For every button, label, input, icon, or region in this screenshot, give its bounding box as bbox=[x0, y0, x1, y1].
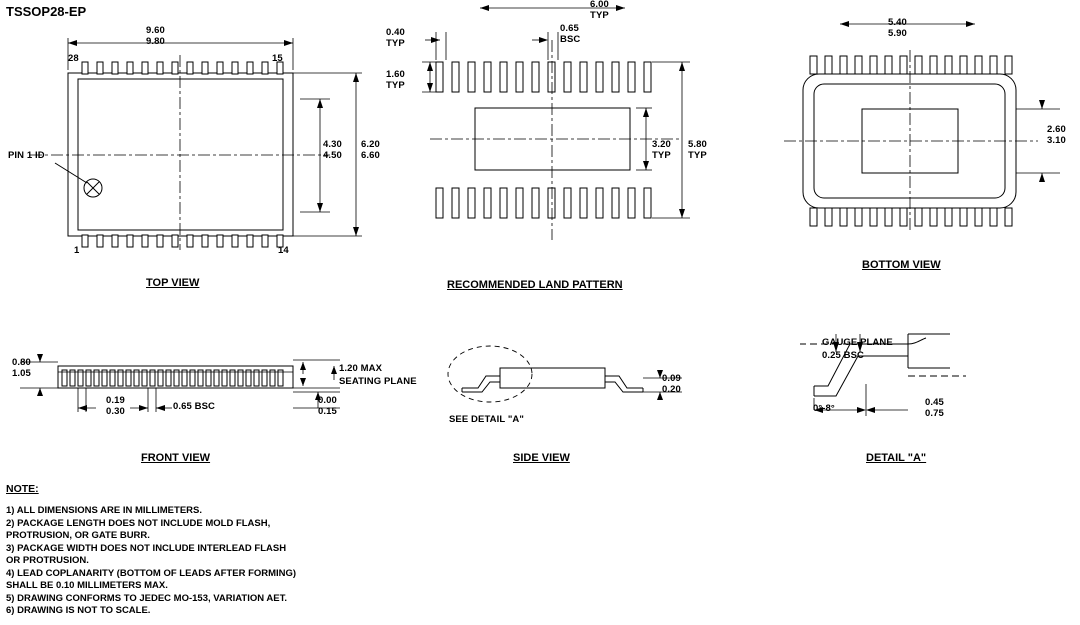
top-view-pin1-label: 1 bbox=[74, 245, 80, 256]
note-item: 5) DRAWING CONFORMS TO JEDEC MO-153, VARIATION AET. bbox=[6, 592, 287, 604]
side-dim: 0.09 0.20 bbox=[662, 373, 681, 395]
land-view-name: RECOMMENDED LAND PATTERN bbox=[447, 279, 623, 291]
side-view-name: SIDE VIEW bbox=[513, 452, 570, 464]
front-height-dim: 0.80 1.05 bbox=[12, 357, 31, 379]
note-item: OR PROTRUSION. bbox=[6, 555, 89, 567]
note-item: SHALL BE 0.10 MILLIMETERS MAX. bbox=[6, 580, 168, 592]
note-item: 1) ALL DIMENSIONS ARE IN MILLIMETERS. bbox=[6, 505, 202, 516]
top-view-inner-dim: 4.30 4.50 bbox=[323, 139, 342, 161]
detail-angle-label: 0°-8° bbox=[813, 403, 835, 414]
detail-dim: 0.45 0.75 bbox=[925, 397, 944, 419]
front-pitch-dim: 0.65 BSC bbox=[173, 401, 215, 412]
land-pitch-dim: 0.65 BSC bbox=[560, 23, 581, 45]
top-view-outer-dim: 6.20 6.60 bbox=[361, 139, 380, 161]
notes-heading: NOTE: bbox=[6, 483, 39, 495]
top-view-pin28-label: 28 bbox=[68, 53, 79, 64]
bottom-view-drawing bbox=[770, 0, 1080, 300]
seating-plane-label: SEATING PLANE bbox=[339, 376, 417, 387]
land-top-dim: 6.00 TYP bbox=[590, 0, 609, 21]
land-left-dim: 0.40 TYP bbox=[386, 27, 405, 49]
pin1-id-label: PIN 1 ID bbox=[8, 150, 45, 161]
top-view-pin15-label: 15 bbox=[272, 53, 283, 64]
bottom-view-height-dim: 2.60 3.10 bbox=[1047, 124, 1066, 146]
top-view-pin14-label: 14 bbox=[278, 245, 289, 256]
note-item: 4) LEAD COPLANARITY (BOTTOM OF LEADS AFTER FORMING) bbox=[6, 567, 297, 579]
bottom-view-width-dim: 5.40 5.90 bbox=[888, 17, 907, 39]
gauge-plane-dim: 0.25 BSC bbox=[822, 350, 864, 361]
land-pad-dim-320: 3.20 TYP bbox=[652, 139, 671, 161]
top-view-width-dim: 9.60 9.80 bbox=[146, 25, 165, 47]
gauge-plane-label: GAUGE PLANE bbox=[822, 337, 893, 348]
land-pad-dim-580: 5.80 TYP bbox=[688, 139, 707, 161]
note-item: PROTRUSION, OR GATE BURR. bbox=[6, 530, 150, 542]
land-length-dim: 1.60 TYP bbox=[386, 69, 405, 91]
note-item: 3) PACKAGE WIDTH DOES NOT INCLUDE INTERLEAD FLASH bbox=[6, 542, 287, 554]
front-standoff-dim: 0.00 0.15 bbox=[318, 395, 337, 417]
front-max-height-dim: 1.20 MAX bbox=[339, 363, 383, 374]
front-view-name: FRONT VIEW bbox=[141, 452, 211, 464]
note-item: 2) PACKAGE LENGTH DOES NOT INCLUDE MOLD FLASH, bbox=[6, 517, 271, 529]
page-title: TSSOP28-EP bbox=[6, 4, 87, 19]
note-item: 6) DRAWING IS NOT TO SCALE. bbox=[6, 605, 151, 617]
notes-block bbox=[6, 483, 296, 618]
top-view-name: TOP VIEW bbox=[146, 277, 200, 289]
front-lead-width-dim: 0.19 0.30 bbox=[106, 395, 125, 417]
detail-a-name: DETAIL "A" bbox=[866, 452, 927, 464]
bottom-view-name: BOTTOM VIEW bbox=[862, 259, 941, 271]
see-detail-a-label: SEE DETAIL "A" bbox=[449, 414, 524, 425]
